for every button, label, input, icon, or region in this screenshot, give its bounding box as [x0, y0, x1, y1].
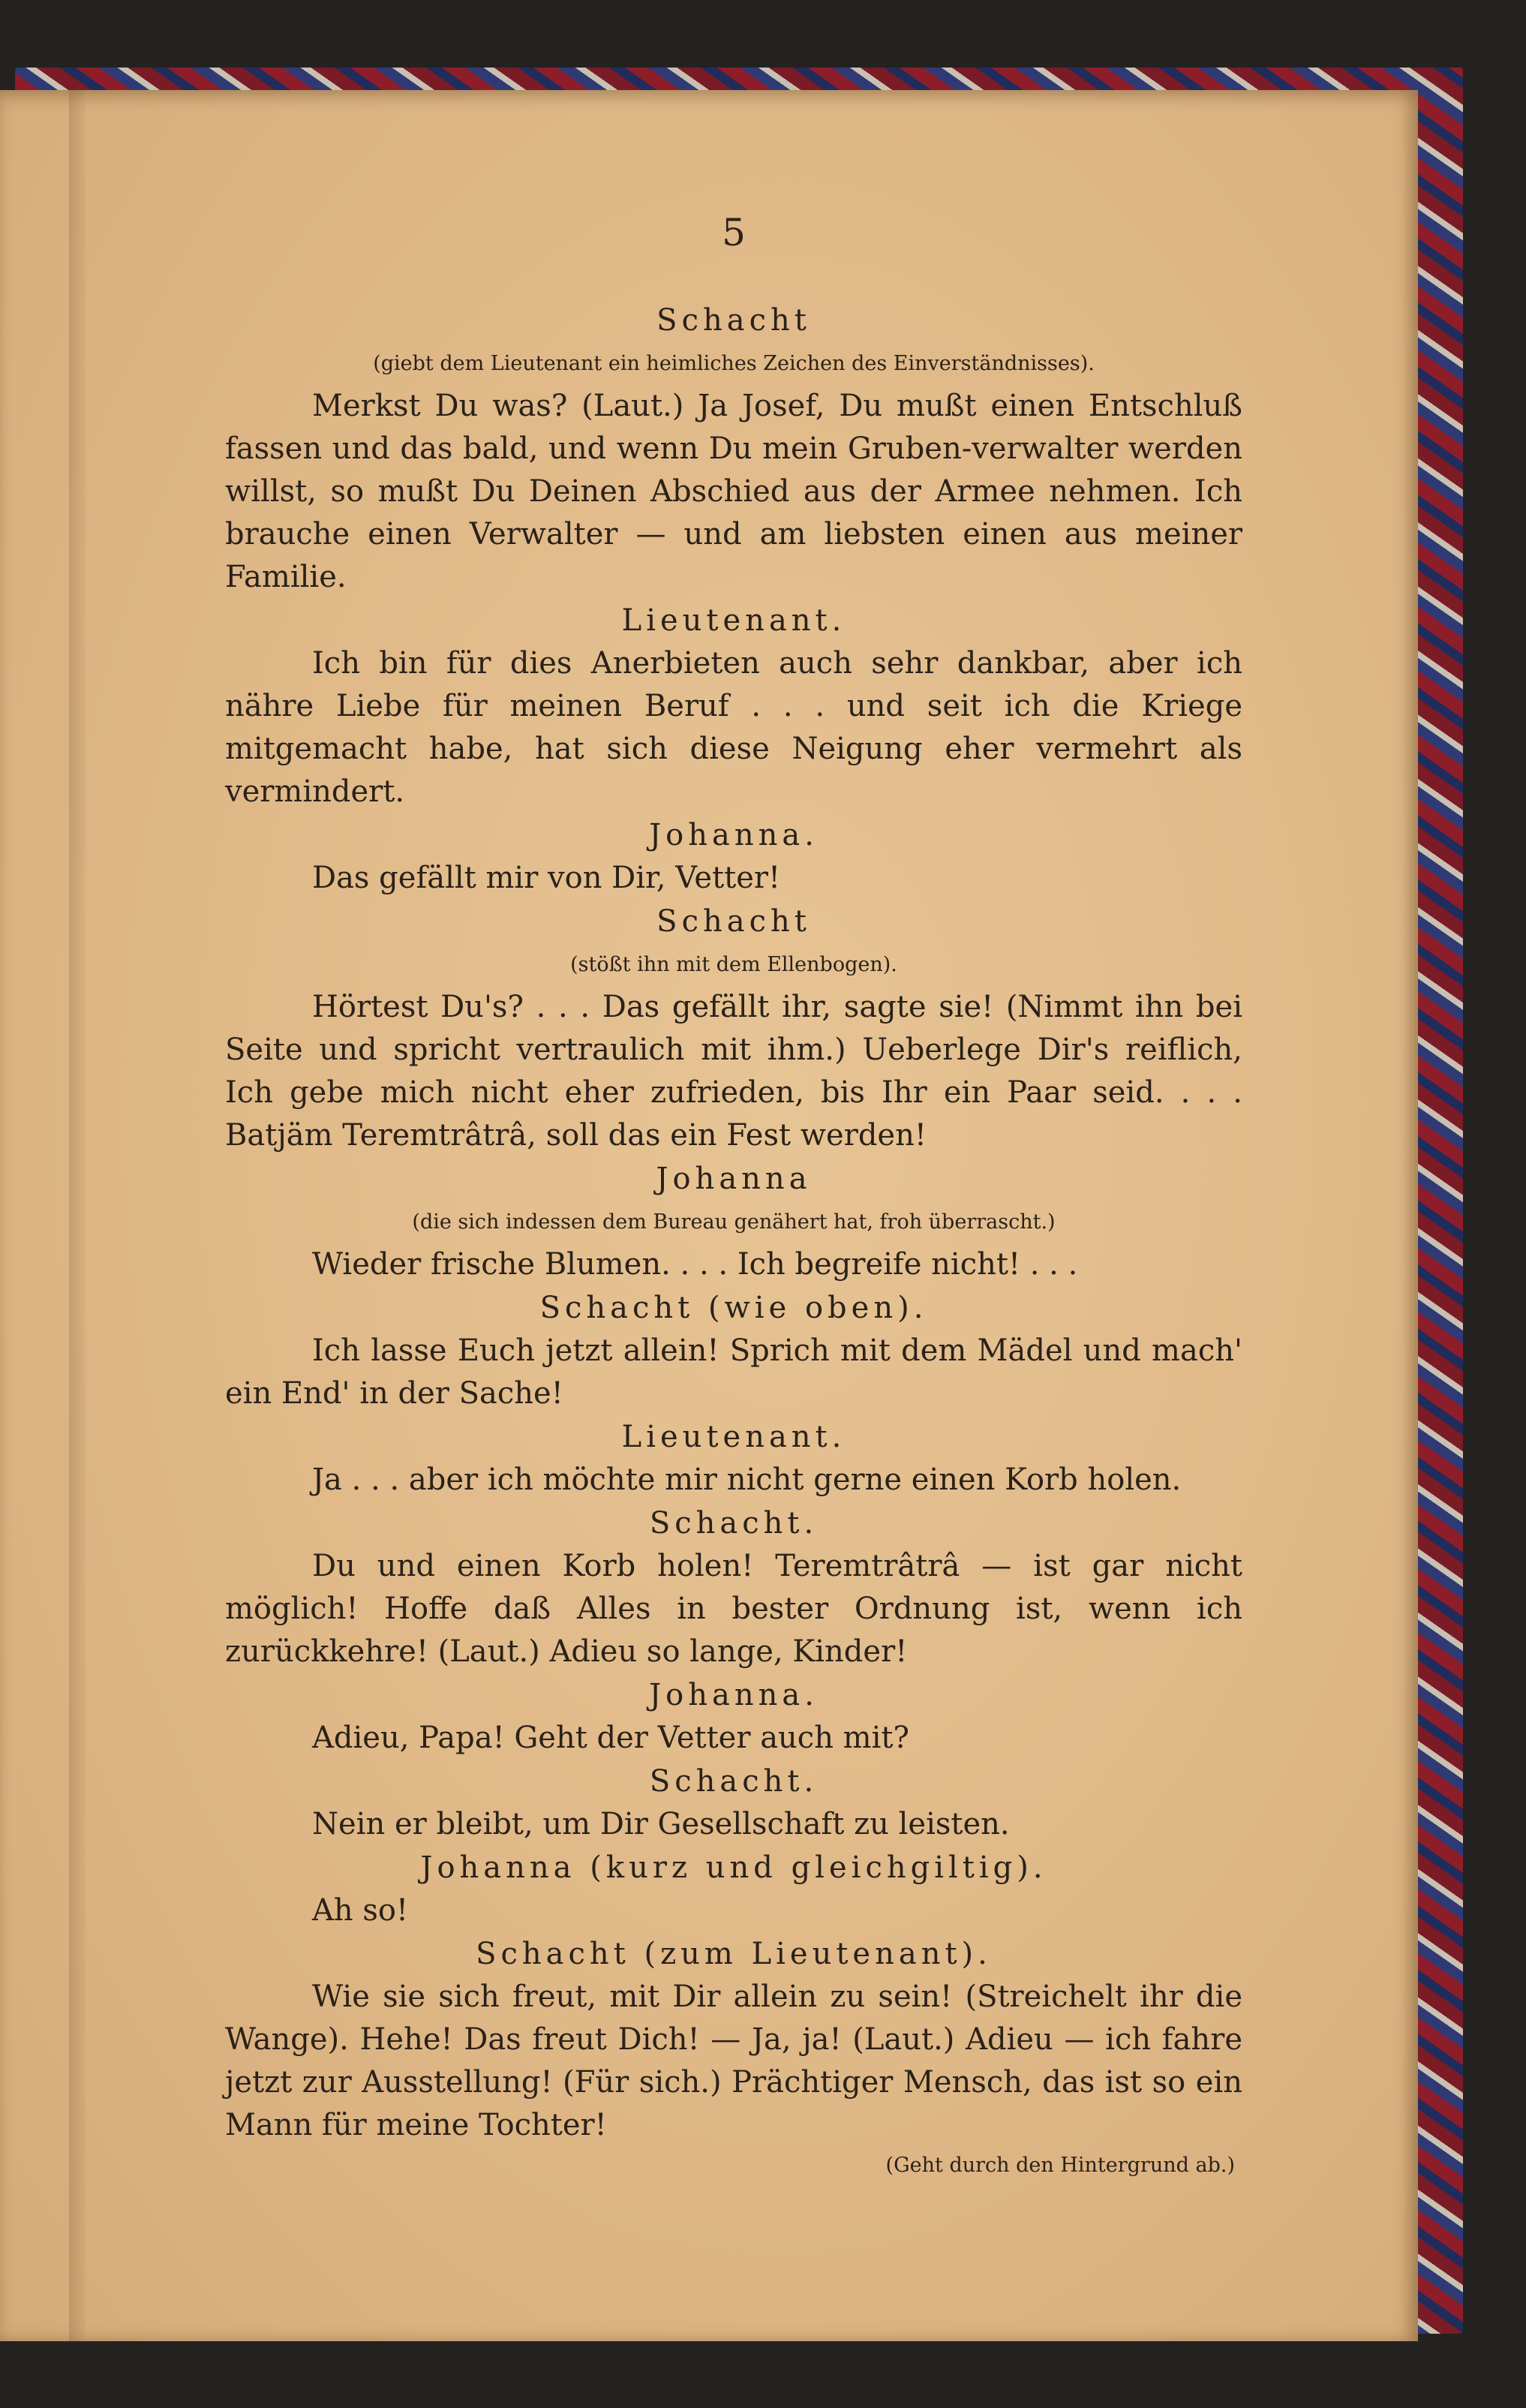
- speech-paragraph: Wieder frische Blumen. . . . Ich begreife nicht! . . .: [312, 1247, 1078, 1282]
- speech-paragraph: Wie sie sich freut, mit Dir allein zu sein! (Streichelt ihr die Wange). Hehe! Das freut Dich! — Ja, ja! (Laut.) Adieu — ich fahre jetzt zur Ausstellung! (Für sich.) Prächtiger Mensch, das ist so ein Mann für meine Tochter!: [225, 1980, 1242, 2142]
- speech-paragraph: Adieu, Papa! Geht der Vetter auch mit?: [312, 1721, 909, 1755]
- speech-paragraph: Ah so!: [312, 1893, 409, 1928]
- speaker-name: Schacht: [656, 904, 811, 939]
- speaker-name: Schacht.: [649, 1764, 819, 1799]
- stage-direction: (giebt dem Lieutenant ein heimliches Zeichen des Einverständnisses).: [373, 352, 1095, 375]
- speech-paragraph: Ich bin für dies Anerbieten auch sehr dankbar, aber ich nähre Liebe für meinen Beruf . . . und seit ich die Kriege mitgemacht habe, hat sich diese Neigung eher vermehrt als vermindert.: [225, 646, 1242, 809]
- stage-direction: (die sich indessen dem Bureau genähert hat, froh überrascht.): [412, 1210, 1056, 1234]
- speech-paragraph: Hörtest Du's? . . . Das gefällt ihr, sagte sie! (Nimmt ihn bei Seite und spricht vertraulich mit ihm.) Ueberlege Dir's reiflich, Ich gebe mich nicht eher zufrieden, bis Ihr ein Paar seid. . . . Batjäm Teremtrâtrâ, soll das ein Fest werden!: [225, 990, 1242, 1153]
- speaker-name: Johanna.: [649, 1678, 819, 1712]
- play-text: [225, 299, 1242, 2184]
- speech-paragraph: Merkst Du was? (Laut.) Ja Josef, Du mußt einen Entschluß fassen und das bald, und wenn Du mein Gruben-verwalter werden willst, so mußt Du Deinen Abschied aus der Armee nehmen. Ich brauche einen Verwalter — und am liebsten einen aus meiner Familie.: [225, 389, 1242, 594]
- speaker-name: Johanna.: [649, 818, 819, 852]
- speaker-name: Johanna (kurz und gleichgiltig).: [420, 1850, 1047, 1885]
- speech-paragraph: Du und einen Korb holen! Teremtrâtrâ — ist gar nicht möglich! Hoffe daß Alles in bester Ordnung ist, wenn ich zurückkehre! (Laut.) Adieu so lange, Kinder!: [225, 1549, 1242, 1669]
- speaker-name: Johanna: [656, 1162, 812, 1196]
- speaker-name: Lieutenant.: [621, 1420, 846, 1454]
- speech-paragraph: Nein er bleibt, um Dir Gesellschaft zu leisten.: [312, 1807, 1010, 1841]
- page-gutter: [69, 90, 86, 2341]
- speech-paragraph: Das gefällt mir von Dir, Vetter!: [312, 861, 781, 895]
- stage-direction: (stößt ihn mit dem Ellenbogen).: [570, 953, 897, 976]
- speech-paragraph: Ich lasse Euch jetzt allein! Sprich mit dem Mädel und mach' ein End' in der Sache!: [225, 1333, 1242, 1411]
- page-number: 5: [722, 211, 746, 254]
- speaker-name: Lieutenant.: [621, 603, 846, 638]
- speech-paragraph: Ja . . . aber ich möchte mir nicht gerne einen Korb holen.: [312, 1463, 1182, 1497]
- speaker-name: Schacht (wie oben).: [539, 1291, 928, 1325]
- speaker-name: Schacht: [656, 303, 811, 338]
- speaker-name: Schacht (zum Lieutenant).: [476, 1937, 992, 1971]
- exit-direction: (Geht durch den Hintergrund ab.): [885, 2154, 1235, 2177]
- speaker-name: Schacht.: [649, 1506, 819, 1541]
